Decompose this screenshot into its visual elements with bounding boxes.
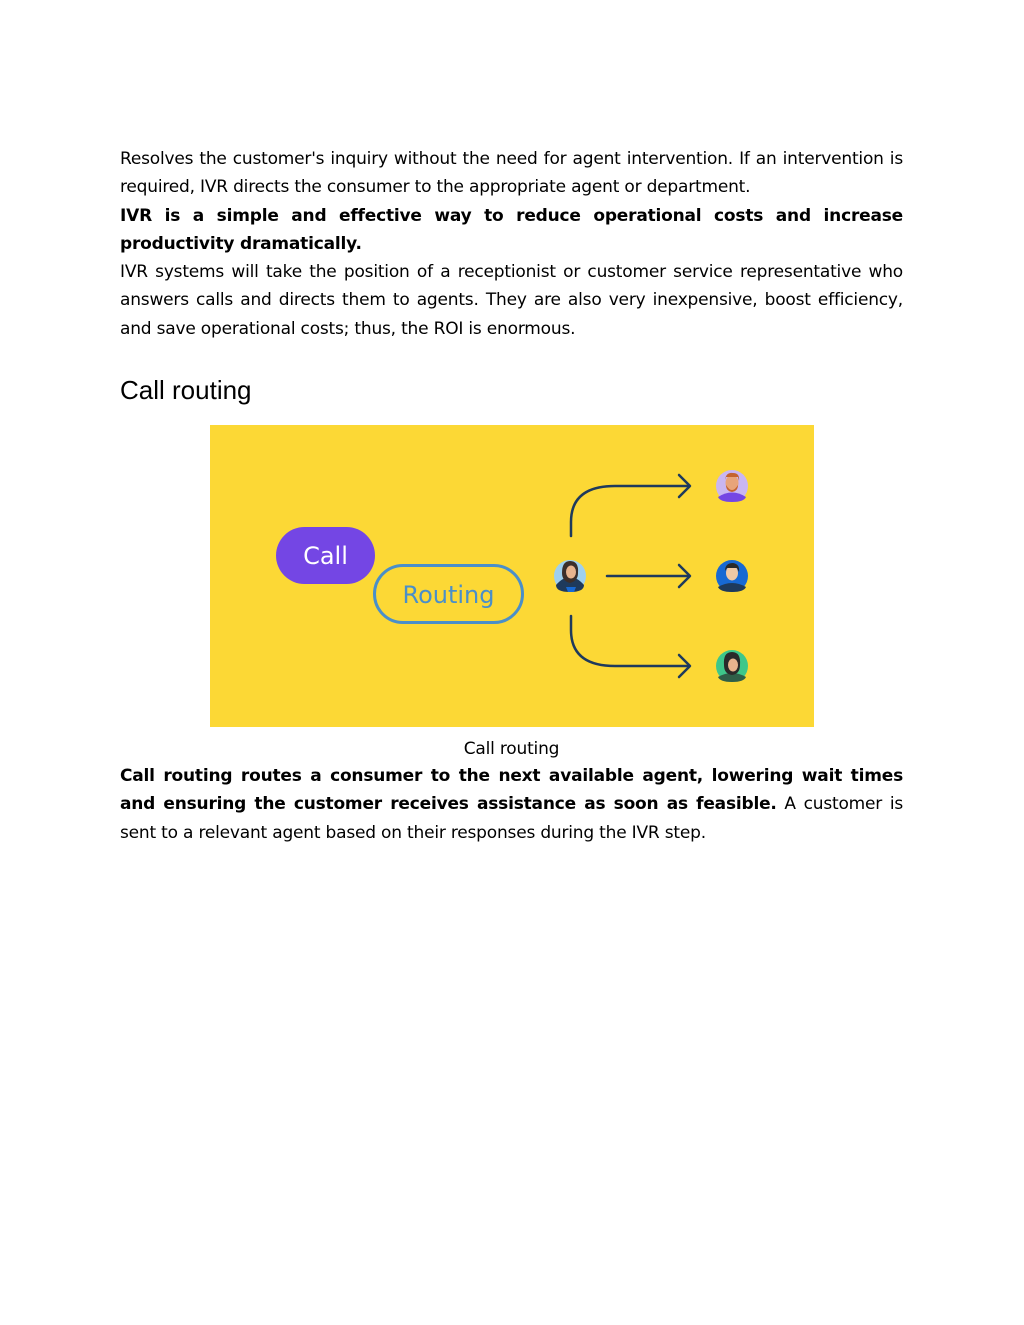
figure-caption: Call routing [463,739,560,760]
agent-avatar-icon [716,560,748,592]
call-routing-illustration [210,425,814,727]
call-pill-label: Call [303,542,348,571]
call-routing-figure [120,425,903,762]
paragraph-ivr-benefit: IVR is a simple and effective way to reduce operational costs and increase productivity dramatically. [120,205,903,254]
customer-avatar-icon [554,560,586,592]
agent-avatar-icon [716,470,748,502]
call-routing-text: A customer is sent to a relevant agent based on their responses during the IVR step. [120,794,903,843]
call-routing-bold-text: Call routing routes a consumer to the next available agent, lowering wait times and ensuring the customer receives assistance as soon as feasible. [120,766,903,815]
document-page [120,145,903,847]
paragraph-ivr-systems: IVR systems will take the position of a receptionist or customer service representative who answers calls and directs them to agents. They are also very inexpensive, boost efficiency, and save operational costs; thus, the ROI is enormous. [120,262,903,339]
paragraph-ivr-resolution: Resolves the customer's inquiry without the need for agent intervention. If an intervention is required, IVR directs the consumer to the appropriate agent or department. [120,149,903,198]
paragraph-call-routing [120,762,903,847]
call-pill [276,527,375,584]
agent-avatar-icon [716,650,748,682]
section-heading-call-routing: Call routing [120,375,252,406]
routing-pill-label: Routing [402,581,495,610]
